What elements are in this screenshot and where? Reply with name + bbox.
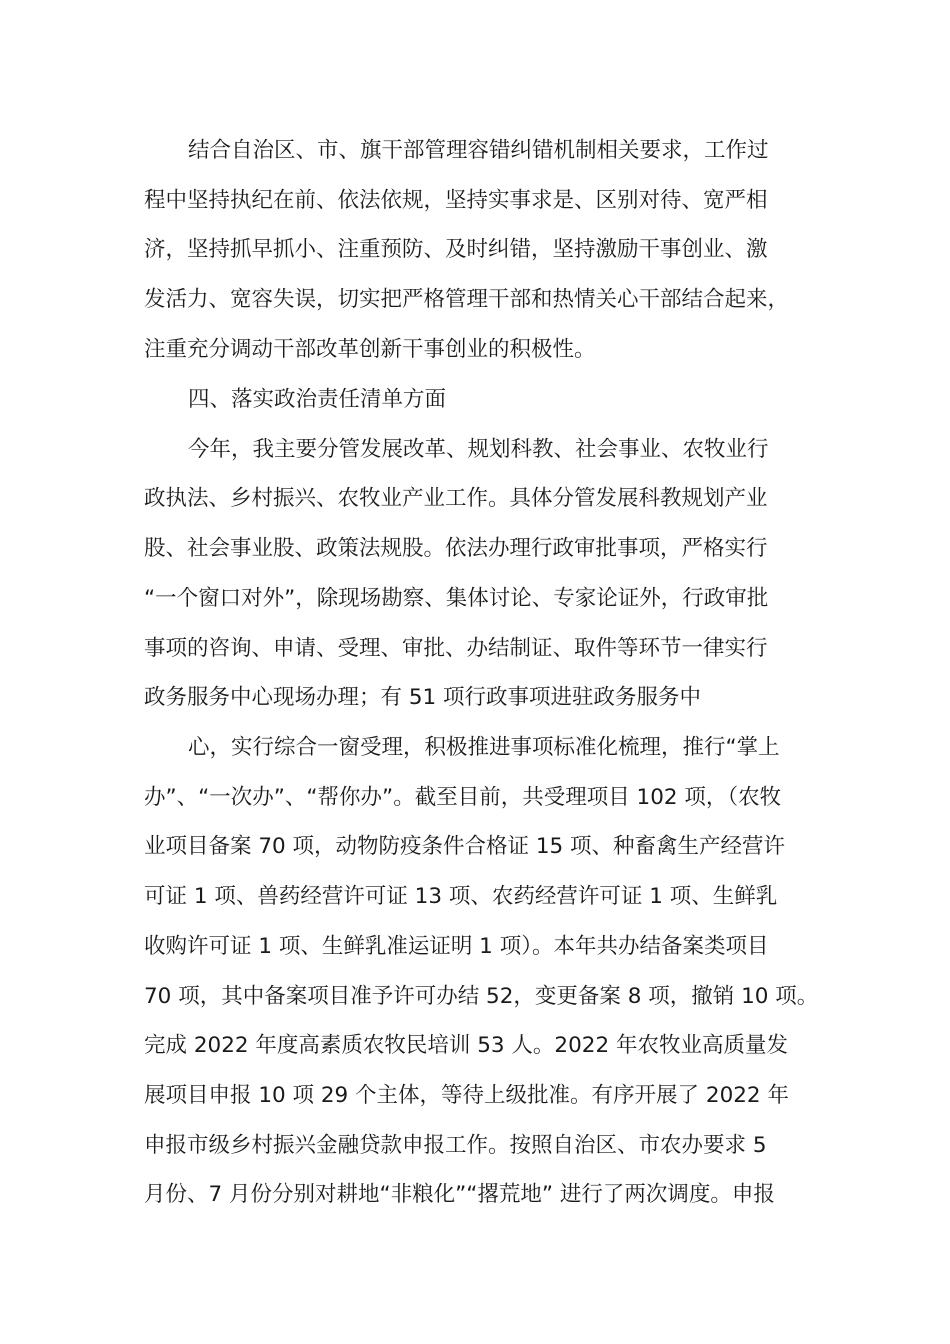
text-line: 70 项，其中备案项目准予许可办结 52，变更备案 8 项，撤销 10 项。 [144, 984, 819, 1009]
text-line: 收购许可证 1 项、生鲜乳准运证明 1 项）。本年共办结备案类项目 [144, 934, 769, 959]
text-line: 月份、7 月份分别对耕地“非粮化”“撂荒地” 进行了两次调度。申报 [144, 1182, 775, 1207]
text-line: 心，实行综合一窗受理，积极推进事项标准化梳理，推行“掌上 [188, 735, 780, 760]
text-line: 业项目备案 70 项，动物防疫条件合格证 15 项、种畜禽生产经营许 [144, 834, 786, 859]
text-line: 申报市级乡村振兴金融贷款申报工作。按照自治区、市农办要求 5 [144, 1133, 767, 1158]
text-line: 事项的咨询、申请、受理、审批、办结制证、取件等环节一律实行 [144, 636, 768, 661]
text-line: 发活力、宽容失误，切实把严格管理干部和热情关心干部结合起来， [144, 287, 790, 312]
text-line: 政执法、乡村振兴、农牧业产业工作。具体分管发展科教规划产业 [144, 486, 768, 511]
text-line: 济，坚持抓早抓小、注重预防、及时纠错，坚持激励干事创业、激 [144, 237, 768, 262]
text-line: 办”、“一次办”、“帮你办”。截至目前，共受理项目 102 项，（农牧 [144, 785, 782, 810]
text-line: 程中坚持执纪在前、依法依规，坚持实事求是、区别对待、宽严相 [144, 188, 768, 213]
section-heading: 四、落实政治责任清单方面 [188, 387, 447, 412]
text-line: 展项目申报 10 项 29 个主体，等待上级批准。有序开展了 2022 年 [144, 1083, 789, 1108]
text-line: 注重充分调动干部改革创新干事创业的积极性。 [144, 337, 596, 362]
text-line: “一个窗口对外”，除现场勘察、集体讨论、专家论证外，行政审批 [144, 586, 769, 611]
text-line: 结合自治区、市、旗干部管理容错纠错机制相关要求，工作过 [188, 138, 769, 163]
text-line: 股、社会事业股、政策法规股。依法办理行政审批事项，严格实行 [144, 536, 768, 561]
text-line: 政务服务中心现场办理；有 51 项行政事项进驻政务服务中 [144, 685, 702, 710]
text-line: 今年，我主要分管发展改革、规划科教、社会事业、农牧业行 [188, 437, 769, 462]
text-line: 可证 1 项、兽药经营许可证 13 项、农药经营许可证 1 项、生鲜乳 [144, 884, 778, 909]
text-line: 完成 2022 年度高素质农牧民培训 53 人。2022 年农牧业高质量发 [144, 1033, 788, 1058]
